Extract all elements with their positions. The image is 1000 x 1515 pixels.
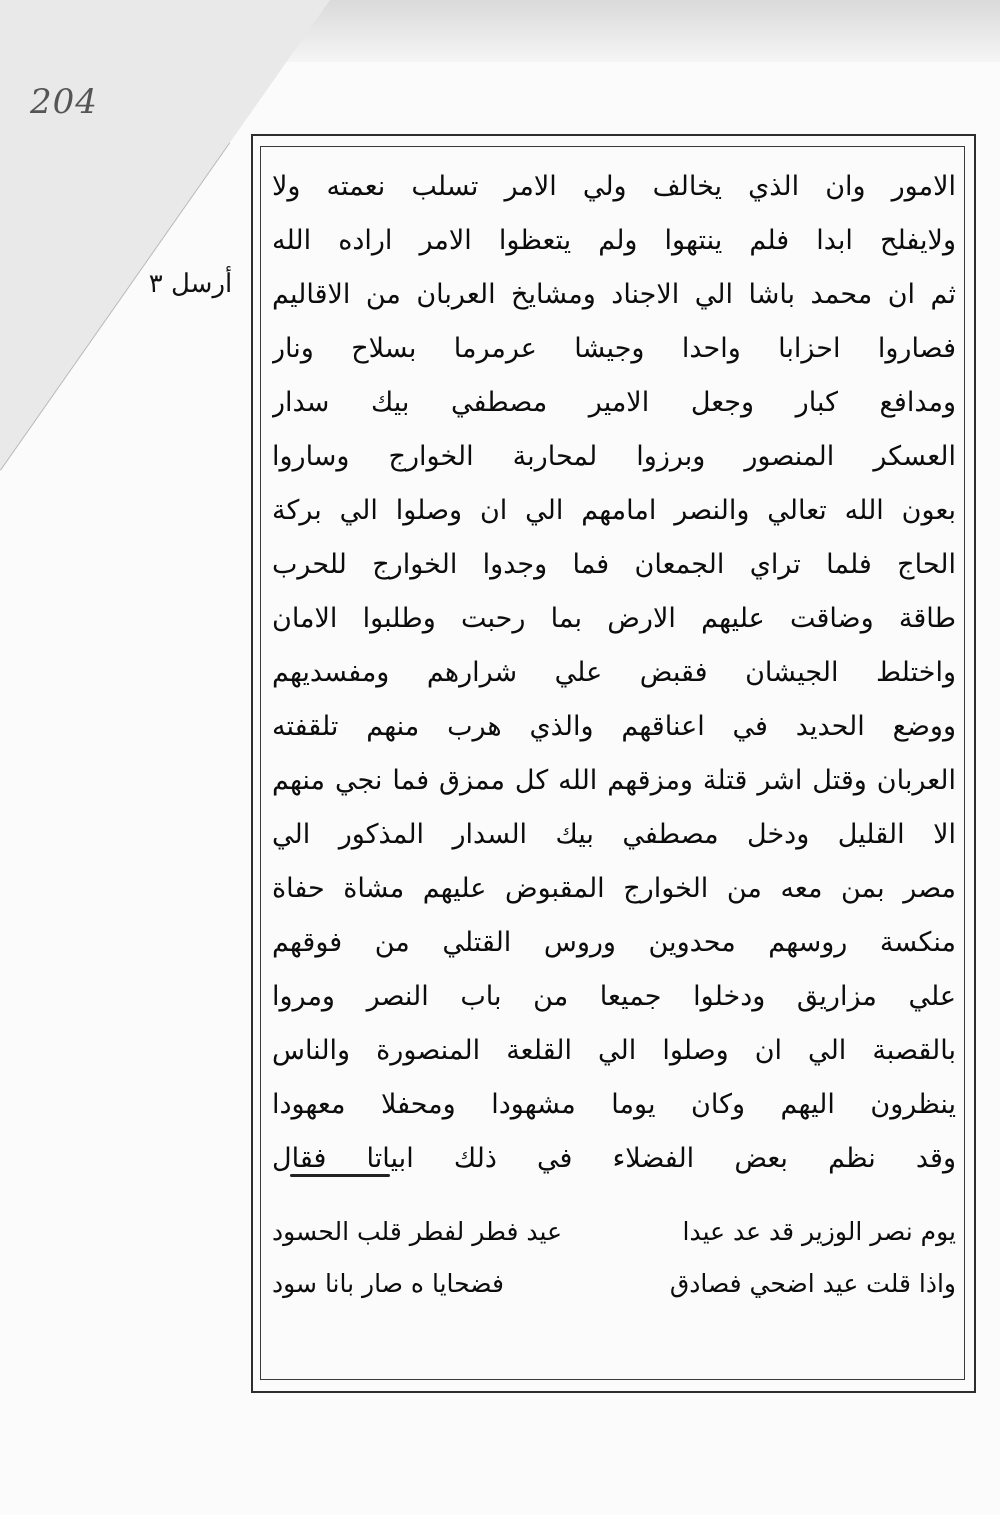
text-line: وقد نظم بعض الفضلاء في ذلك ابياتا فقال xyxy=(272,1143,956,1174)
text-line: بعون الله تعالي والنصر امامهم الي ان وصلوا الي بركة xyxy=(272,495,956,526)
folio-number: 204 xyxy=(30,82,98,122)
text-line: واختلط الجيشان فقبض علي شرارهم ومفسديهم xyxy=(272,657,956,688)
text-line: بالقصبة الي ان وصلوا الي القلعة المنصورة والناس xyxy=(272,1035,956,1066)
text-line: ينظرون اليهم وكان يوما مشهودا ومحفلا معهودا xyxy=(272,1089,956,1120)
separator-stroke xyxy=(290,1174,390,1177)
verse-first-hemistich: يوم نصر الوزير قد عد عيدا xyxy=(682,1217,956,1246)
verse-second-hemistich: عيد فطر لفطر قلب الحسود xyxy=(272,1217,563,1246)
text-line: ووضع الحديد في اعناقهم والذي هرب منهم تلقفته xyxy=(272,711,956,742)
text-line: العسكر المنصور وبرزوا لمحاربة الخوارج وساروا xyxy=(272,441,956,472)
verse-line xyxy=(272,1206,956,1258)
verse-separator xyxy=(272,1186,956,1206)
text-block xyxy=(272,160,956,1310)
verse-line xyxy=(272,1258,956,1310)
page-top-edge xyxy=(225,0,1000,62)
text-line: ولايفلح ابدا فلم ينتهوا ولم يتعظوا الامر اراده الله xyxy=(272,225,956,256)
text-line: الحاج فلما تراي الجمعان فما وجدوا الخوارج للحرب xyxy=(272,549,956,580)
text-line: طاقة وضاقت عليهم الارض بما رحبت وطلبوا الامان xyxy=(272,603,956,634)
text-line: فصاروا احزابا واحدا وجيشا عرمرما بسلاح ونار xyxy=(272,333,956,364)
text-line: العربان وقتل اشر قتلة ومزقهم الله كل ممزق فما نجي منهم xyxy=(272,765,956,796)
verse-second-hemistich: فضحايا ه صار بانا سود xyxy=(272,1269,504,1298)
text-line: ثم ان محمد باشا الي الاجناد ومشايخ العربان من الاقاليم xyxy=(272,279,956,310)
text-line: ومدافع كبار وجعل الامير مصطفي بيك سدار xyxy=(272,387,956,418)
verse-first-hemistich: واذا قلت عيد اضحي فصادق xyxy=(669,1269,956,1298)
text-line: منكسة روسهم محدوين وروس القتلي من فوقهم xyxy=(272,927,956,958)
text-line: الامور وان الذي يخالف ولي الامر تسلب نعمته ولا xyxy=(272,171,956,202)
text-line: علي مزاريق ودخلوا جميعا من باب النصر ومروا xyxy=(272,981,956,1012)
text-line: مصر بمن معه من الخوارج المقبوض عليهم مشاة حفاة xyxy=(272,873,956,904)
margin-note: أرسل ٣ xyxy=(148,269,233,299)
text-line: الا القليل ودخل مصطفي بيك السدار المذكور الي xyxy=(272,819,956,850)
